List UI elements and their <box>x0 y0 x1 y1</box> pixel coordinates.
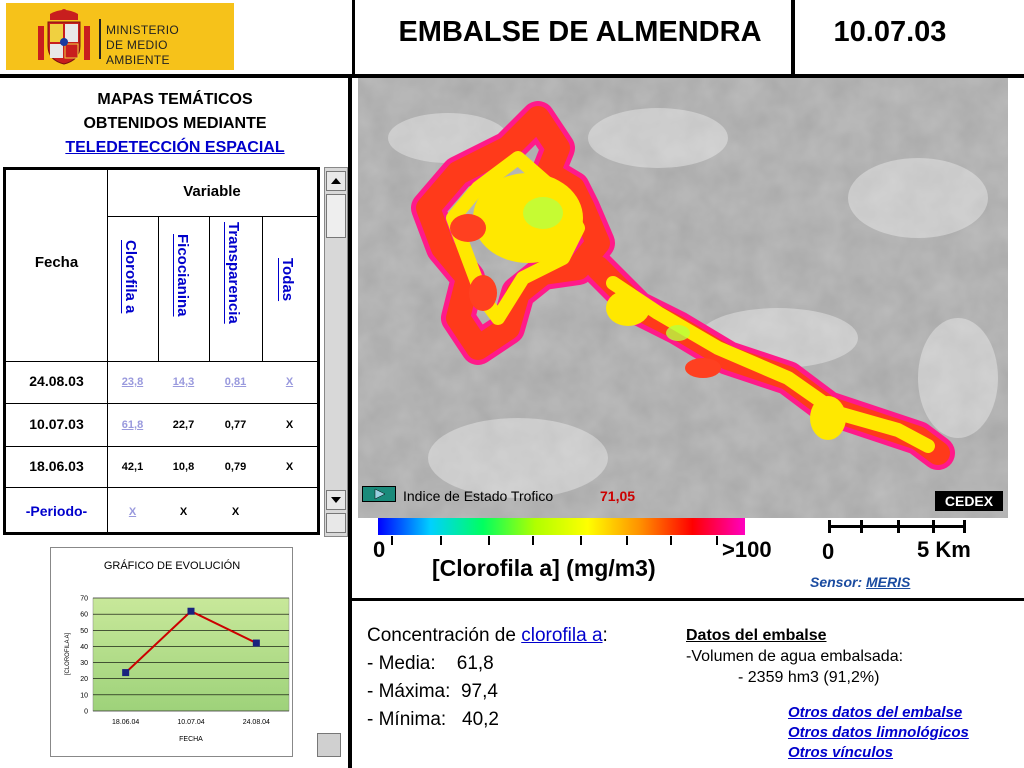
row-1-clorofila-link[interactable]: 23,8 <box>121 376 144 388</box>
trophic-index-label: Indice de Estado Trofico <box>403 488 554 504</box>
chart-y-axis-label: [CLOROFILA A] <box>65 632 71 676</box>
teledeteccion-link[interactable]: TELEDETECCIÓN ESPACIAL <box>65 139 285 156</box>
satellite-map <box>358 78 1008 518</box>
row-1-transparencia-link[interactable]: 0,81 <box>224 376 247 388</box>
section-heading <box>10 88 340 160</box>
frame-divider-left-col <box>348 74 352 768</box>
heading-line-2: OBTENIDOS MEDIANTE <box>83 115 267 132</box>
chart-y-tick-label: 30 <box>80 660 88 668</box>
row-2-todas: X <box>285 419 294 431</box>
scale-tick <box>963 520 966 533</box>
scale-tick <box>860 520 863 533</box>
colorbar-max: >100 <box>722 537 772 562</box>
chart-x-tick-label: 18.06.04 <box>112 719 140 726</box>
row-2-fecha: 10.07.03 <box>29 416 84 432</box>
stat-maxima: - Máxima: 97,4 <box>367 681 498 702</box>
colorbar-tick <box>532 536 534 545</box>
table-scrollbar[interactable] <box>324 167 348 537</box>
datos-volumen-value: - 2359 hm3 (91,2%) <box>738 669 880 686</box>
colorbar <box>378 518 745 535</box>
frame-divider-header-date <box>791 0 795 74</box>
scroll-thumb[interactable] <box>326 194 346 238</box>
link-otros-vinculos[interactable]: Otros vínculos <box>788 744 894 761</box>
scale-max: 5 Km <box>917 537 971 562</box>
chart-title: GRÁFICO DE EVOLUCIÓN <box>103 560 241 572</box>
column-todas-link[interactable]: Todas <box>279 258 296 302</box>
colorbar-tick <box>391 536 393 545</box>
row-3-transparencia: 0,79 <box>224 461 247 473</box>
clorofila-link[interactable]: clorofila a <box>521 625 603 646</box>
related-links <box>788 703 969 763</box>
reservoir-map-image <box>358 78 1008 518</box>
stat-minima: - Mínima: 40,2 <box>367 709 499 730</box>
chart-x-tick-label: 24.08.04 <box>242 719 270 726</box>
row-periodo-ficocianina: X <box>179 506 188 518</box>
concentration-title: Concentración de clorofila a: <box>367 625 608 646</box>
variable-header: Variable <box>183 183 241 200</box>
gray-nav-button[interactable] <box>317 733 341 757</box>
sensor-meris-link[interactable]: MERIS <box>866 574 911 590</box>
datos-title: Datos del embalse <box>686 627 827 644</box>
row-1-ficocianina-link[interactable]: 14,3 <box>172 376 195 388</box>
colorbar-tick <box>626 536 628 545</box>
variables-table <box>3 167 320 535</box>
scroll-down-button[interactable] <box>326 490 346 510</box>
column-ficocianina-link[interactable]: Ficocianina <box>174 234 191 317</box>
row-periodo-transparencia: X <box>231 506 240 518</box>
ministry-line-1: MINISTERIO <box>106 23 180 37</box>
scale-tick <box>932 520 935 533</box>
heading-line-1: MAPAS TEMÁTICOS <box>97 91 253 108</box>
chart-data-point <box>122 669 129 676</box>
play-icon <box>363 487 395 501</box>
page-title: EMBALSE DE ALMENDRA <box>398 16 762 48</box>
colorbar-tick <box>488 536 490 545</box>
link-otros-datos-embalse[interactable]: Otros datos del embalse <box>788 704 963 721</box>
row-2-ficocianina: 22,7 <box>172 419 195 431</box>
fecha-header: Fecha <box>34 254 79 271</box>
reservoir-data <box>686 625 903 688</box>
coat-of-arms-icon <box>36 8 92 66</box>
row-2-clorofila-link[interactable]: 61,8 <box>121 419 144 431</box>
chart-y-tick-label: 10 <box>80 692 88 700</box>
row-2-transparencia: 0,77 <box>224 419 247 431</box>
cedex-watermark: CEDEX <box>944 493 994 509</box>
stat-media: - Media: 61,8 <box>367 653 494 674</box>
ministry-line-2: DE MEDIO AMBIENTE <box>106 38 170 67</box>
evolution-chart <box>50 547 293 757</box>
row-periodo-label: -Periodo- <box>25 503 88 519</box>
colorbar-tick <box>440 536 442 545</box>
evolution-chart-svg <box>51 548 292 756</box>
sensor-info <box>810 574 910 590</box>
scale-tick <box>897 520 900 533</box>
chart-y-tick-label: 60 <box>80 611 88 619</box>
column-clorofila-link[interactable]: Clorofila a <box>122 240 139 314</box>
ministry-logo <box>6 3 234 70</box>
colorbar-tick <box>716 536 718 545</box>
row-1-fecha: 24.08.03 <box>29 373 84 389</box>
chart-y-tick-label: 40 <box>80 643 88 651</box>
chart-y-tick-label: 20 <box>80 676 88 684</box>
row-3-fecha: 18.06.03 <box>29 458 84 474</box>
chart-plot-area <box>93 598 289 711</box>
row-1-todas-link[interactable]: X <box>285 376 294 388</box>
colorbar-min: 0 <box>373 537 386 562</box>
chart-data-point <box>253 640 260 647</box>
chart-x-axis-label: FECHA <box>179 736 203 743</box>
arrow-down-icon <box>327 491 345 509</box>
frame-divider-header-mid <box>352 0 355 74</box>
arrow-up-icon <box>327 172 345 190</box>
chart-y-tick-label: 50 <box>80 627 88 635</box>
scroll-up-button[interactable] <box>326 171 346 191</box>
column-transparencia-link[interactable]: Transparencia <box>225 222 242 324</box>
colorbar-tick <box>670 536 672 545</box>
link-otros-datos-limnologicos[interactable]: Otros datos limnológicos <box>788 724 969 741</box>
chart-y-tick-label: 0 <box>84 708 88 716</box>
colorbar-unit: [Clorofila a] (mg/m3) <box>432 555 656 581</box>
play-button[interactable] <box>362 486 396 502</box>
frame-divider-map-bottom <box>348 598 1024 601</box>
row-periodo-clorofila-link[interactable]: X <box>128 506 137 518</box>
sensor-label: Sensor: <box>810 574 867 590</box>
datos-volumen-label: -Volumen de agua embalsada: <box>686 648 904 665</box>
scroll-corner <box>326 513 346 533</box>
trophic-index-value: 71,05 <box>600 488 636 504</box>
page-date: 10.07.03 <box>833 16 947 48</box>
row-3-clorofila: 42,1 <box>121 461 144 473</box>
scale-tick <box>828 520 831 533</box>
row-3-todas: X <box>285 461 294 473</box>
scale-min: 0 <box>822 539 835 564</box>
chart-y-tick-label: 70 <box>80 595 88 603</box>
colorbar-tick <box>580 536 582 545</box>
concentration-block <box>367 622 608 734</box>
chart-x-tick-label: 10.07.04 <box>177 719 205 726</box>
row-3-ficocianina: 10,8 <box>172 461 195 473</box>
chart-data-point <box>188 608 195 615</box>
